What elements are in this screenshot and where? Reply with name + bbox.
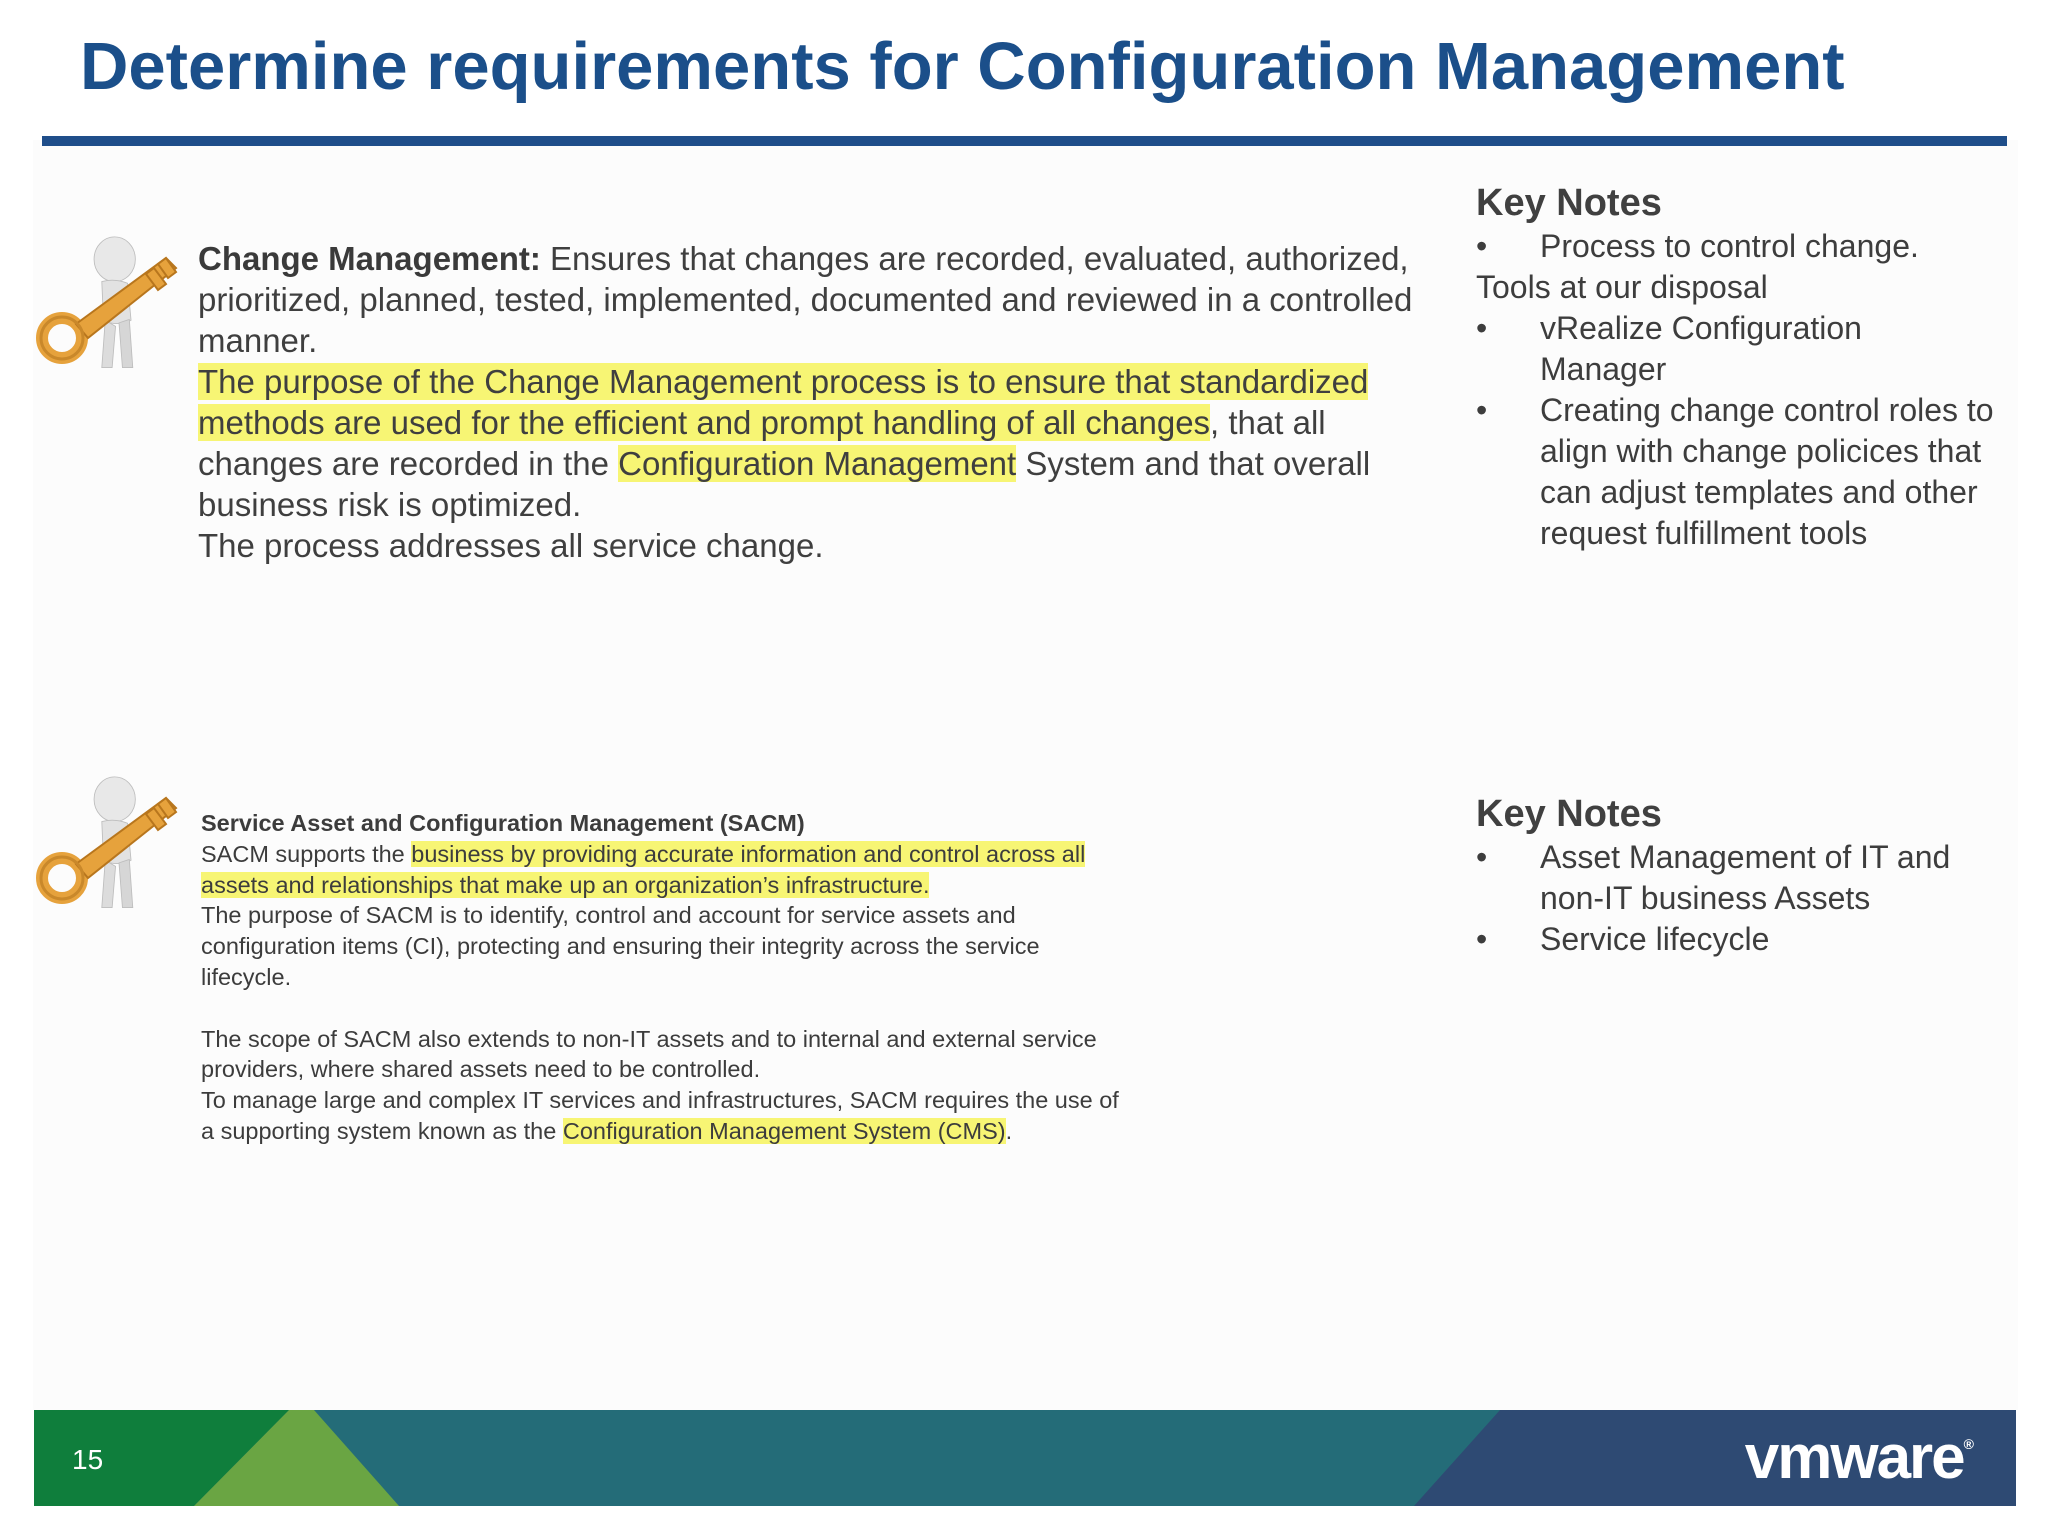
paragraph-gap: [201, 993, 1121, 1024]
key-note-text: vRealize Configuration Manager: [1540, 310, 1862, 387]
purpose-highlight: The purpose of the Change Management process is to ensure that standardized methods are used for the efficient and prompt handling of all changes: [198, 363, 1369, 441]
sacm-p1-highlight: business by providing accurate information and control across all assets and relationships that make up an organization’s infrastructure.: [201, 840, 1086, 898]
change-management-text: [198, 238, 1418, 566]
key-note-item: [1476, 226, 1996, 267]
sacm-paragraph-3: The scope of SACM also extends to non-IT assets and to internal and external service providers, where shared assets need to be controlled.: [201, 1025, 1097, 1083]
figure-holding-key-icon: [26, 230, 196, 400]
key-note-text: Creating change control roles to align with change policices that can adjust templates and other request fulfillment tools: [1540, 392, 1994, 551]
sacm-p1-start: SACM supports the: [201, 840, 412, 867]
bullet-icon: •: [1476, 310, 1488, 346]
figure-holding-key-icon: [26, 770, 196, 940]
key-note-item: [1476, 308, 1996, 390]
sacm-p4-highlight: Configuration Management System (CMS): [562, 1117, 1006, 1144]
key-note-item: [1476, 390, 1996, 554]
key-note-text: Service lifecycle: [1540, 921, 1770, 957]
registered-mark: ®: [1963, 1436, 1974, 1452]
title-divider: [42, 136, 2007, 146]
page-number: 15: [72, 1444, 104, 1475]
key-notes-list: [1476, 837, 1996, 960]
bullet-icon: •: [1476, 921, 1488, 957]
footer-band: [34, 1410, 2016, 1506]
change-management-definition: Ensures that changes are recorded, evaluated, authorized, prioritized, planned, tested, implemented, documented and reviewed in a controlled manner.: [198, 240, 1413, 359]
bullet-icon: •: [1476, 839, 1488, 875]
key-note-item: [1476, 837, 1996, 919]
bullet-icon: •: [1476, 228, 1488, 264]
key-notes-subheading: Tools at our disposal: [1476, 269, 1768, 305]
change-management-scope: The process addresses all service change.: [198, 527, 824, 564]
sacm-p4-start: To manage large and complex IT services and infrastructures, SACM requires the use of a supporting system known as the: [201, 1087, 1119, 1144]
sacm-paragraph-2: The purpose of SACM is to identify, control and account for service assets and configuration items (CI), protecting and ensuring their integrity across the service lifecycle.: [201, 902, 1040, 990]
key-notes-2: [1476, 791, 1996, 960]
slide-title: Determine requirements for Configuration Management: [80, 29, 1845, 104]
key-notes-list: [1476, 226, 1996, 267]
purpose-text-end: System and that overall business risk is optimized.: [198, 445, 1371, 523]
key-notes-heading: Key Notes: [1476, 793, 1662, 835]
sacm-text: [201, 808, 1121, 1147]
sacm-heading: Service Asset and Configuration Management (SACM): [201, 810, 805, 836]
key-notes-list: [1476, 308, 1996, 554]
purpose-text-mid: , that all changes are recorded in the: [198, 404, 1326, 482]
logo-text: vmware: [1744, 1423, 1964, 1492]
change-management-lead: Change Management:: [198, 240, 541, 277]
sacm-p4-end: .: [1005, 1117, 1013, 1144]
change-management-paragraph: [198, 238, 1418, 361]
key-note-text: Process to control change.: [1540, 228, 1919, 264]
change-management-purpose: [198, 361, 1418, 525]
sacm-paragraph-1: [201, 839, 1121, 901]
cm-highlight: Configuration Management: [618, 445, 1017, 482]
key-notes-1: [1476, 180, 1996, 554]
key-notes-heading: Key Notes: [1476, 182, 1662, 224]
bullet-icon: •: [1476, 392, 1488, 428]
vmware-logo: [1745, 1422, 1974, 1493]
sacm-paragraph-4: [201, 1085, 1121, 1147]
key-note-text: Asset Management of IT and non-IT business Assets: [1540, 839, 1951, 916]
key-note-item: [1476, 919, 1996, 960]
